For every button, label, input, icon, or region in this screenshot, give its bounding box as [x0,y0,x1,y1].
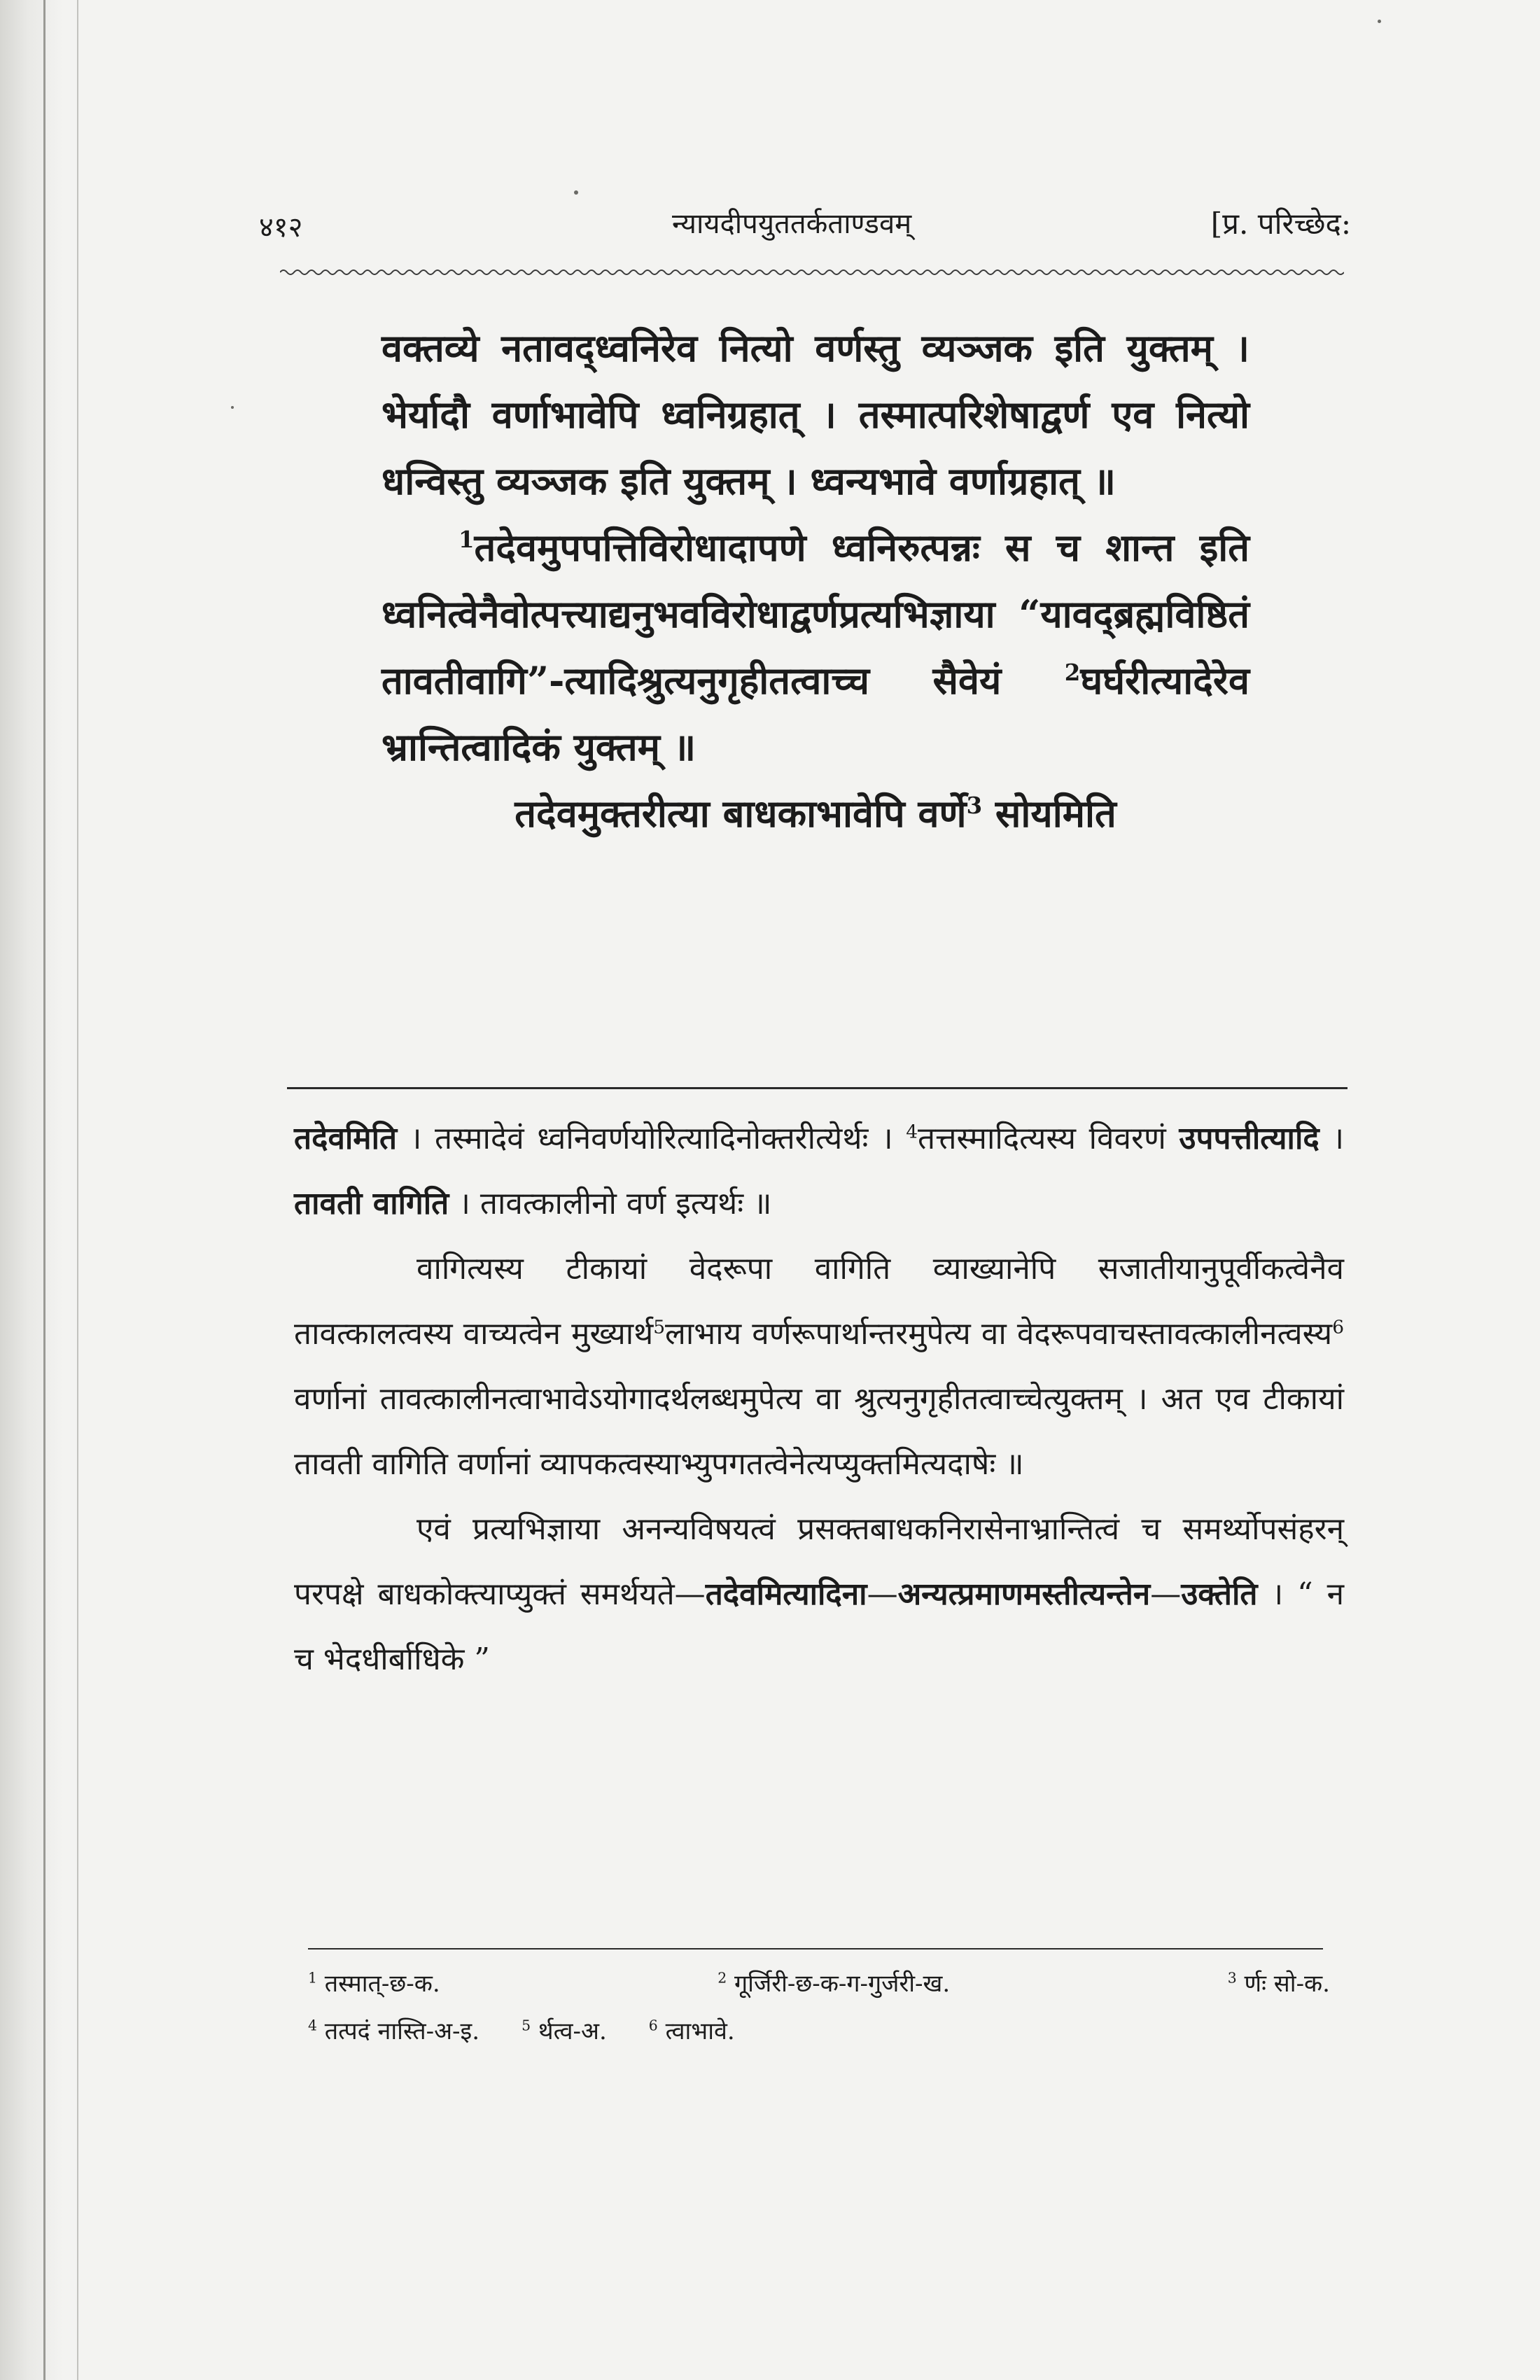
commentary-text: लाभाय वर्णरूपार्थान्तरमुपेत्य वा वेदरूपवाचस्तावत्कालीनत्वस्य [665,1316,1333,1352]
commentary-text: वागित्यस्य टीकायां वेदरूपा वागिति व्याख्यानेपि सजातीयानुपूर्वीकत्वेनैव तावत्कालत्वस्य वाच्यत्वेन मुख्यार्थ [294,1251,1344,1352]
footnotes-block [308,1960,1330,2055]
commentary-lemma: उक्तेति [1181,1576,1258,1612]
footnote-number: 1 [308,1969,317,1987]
main-paragraph-3 [382,780,1250,847]
footnote-marker: 2 [1064,659,1081,686]
main-paragraph-3-text-b: सोयमिति [982,791,1116,836]
print-speck [1378,20,1381,23]
footnote-number: 2 [718,1969,727,1987]
section-label: [प्र. परिच्छेद: [1210,206,1351,241]
footnote-marker: 4 [906,1121,918,1143]
running-title: न्यायदीपयुततर्कताण्डवम् [672,208,912,240]
commentary-lemma: उपपत्तीत्यादि [1179,1121,1320,1156]
commentary-paragraph-3 [294,1497,1344,1692]
footnote-marker: 1 [458,526,475,553]
commentary-block [294,1106,1344,1692]
commentary-text: । [1319,1121,1345,1156]
footnote-marker: 3 [966,792,983,819]
scan-edge-line [43,0,46,2380]
footnote-text: त्वाभावे. [657,2017,735,2045]
main-paragraph-2 [382,514,1250,780]
main-paragraph-1: वक्तव्ये नतावद्ध्वनिरेव नित्यो वर्णस्तु व्यञ्जक इति युक्तम् । भेर्यादौ वर्णाभावेपि ध्वनिग्रहात् । तस्मात्परिशेषाद्वर्ण एव नित्यो धन्विस्तु व्यञ्जक इति युक्तम् । ध्वन्यभावे वर्णाग्रहात् ॥ [382,326,1250,503]
commentary-text: । तावत्कालीनो वर्ण इत्यर्थः ॥ [449,1186,772,1222]
commentary-paragraph-1 [294,1106,1344,1236]
commentary-lemma: तदेवमिति [294,1121,398,1156]
page-number: ४१२ [259,211,303,244]
print-speck [231,406,234,409]
footnote-text: गूर्जिरी-छ-क-ग-गुर्जरी-ख. [727,1970,951,1998]
footnote-number: 4 [308,2017,317,2034]
page-header [259,200,1351,255]
footnote-marker: 5 [653,1316,666,1338]
footnote-2 [718,1960,950,2008]
scan-gutter [0,0,63,2380]
footnote-row-2 [308,2008,1330,2055]
footnote-divider [308,1948,1323,1949]
main-paragraph-2-text-b: घर्घरीत्यादेरेव भ्रान्तित्वादिकं युक्तम् ॥ [382,658,1250,769]
main-paragraph-3-text-a: तदेवमुक्तरीत्या बाधकाभावेपि वर्णे [514,791,967,836]
commentary-text: एवं प्रत्यभिज्ञाया अनन्यविषयत्वं प्रसक्तबाधकनिरासेनाभ्रान्तित्वं च समर्थ्योपसंहरन् परपक्षे बाधकोक्त्याप्युक्तं समर्थयते— [294,1511,1344,1612]
commentary-lemma: तावती वागिति [294,1186,449,1222]
footnote-6 [649,2008,735,2055]
commentary-paragraph-2 [294,1236,1344,1497]
footnote-1 [308,1960,440,2008]
commentary-text: वर्णानां तावत्कालीनत्वाभावेऽयोगादर्थलब्धमुपेत्य वा श्रुत्यनुगृहीतत्वाच्चेत्युक्तम् । अत एव टीकायां तावती वागिति वर्णानां व्यापकत्वस्याभ्युपगतत्वेनेत्यप्युक्तमित्यदाषेः ॥ [294,1381,1344,1482]
footnote-4 [308,2008,479,2055]
commentary-lemma: अन्यत्प्रमाणमस्तीत्यन्तेन [897,1576,1151,1612]
commentary-text: तत्तस्मादित्यस्य विवरणं [918,1121,1180,1156]
footnote-marker: 6 [1332,1316,1344,1338]
footnote-text: र्थत्व-अ. [531,2017,607,2045]
scan-edge-line-inner [77,0,78,2380]
footnote-text: तस्मात्-छ-क. [316,1970,440,1998]
footnote-row-1 [308,1960,1330,2008]
main-text-block [382,315,1250,847]
footnote-5 [522,2008,607,2055]
commentary-text: । “ न च भेदधीर्बाधिके ” [294,1576,1344,1677]
footnote-number: 6 [648,2017,658,2034]
footnote-text: तत्पदं नास्ति-अ-इ. [316,2017,480,2045]
commentary-lemma: तदेवमित्यादिना [705,1576,867,1612]
commentary-text: — [1150,1576,1182,1612]
footnote-number: 3 [1227,1969,1237,1987]
commentary-divider [287,1087,1348,1089]
commentary-text: । तस्मादेवं ध्वनिवर्णयोरित्यादिनोक्तरीत्येर्थः । [397,1121,906,1156]
main-paragraph-2-text-a: तदेवमुपपत्तिविरोधादापणे ध्वनिरुत्पन्नः स च शान्त इति ध्वनित्वेनैवोत्पत्त्याद्यनुभवविरोधाद्वर्णप्रत्यभिज्ञाया “यावद्ब्रह्मविष्ठितं तावतीवागि”-त्यादिश्रुत्यनुगृहीतत्वाच्च सैवेयं [382,525,1250,703]
header-wavy-rule [280,266,1344,279]
footnote-text: र्णः सो-क. [1236,1970,1330,1998]
footnote-number: 5 [522,2017,531,2034]
commentary-text: — [867,1576,898,1612]
print-speck [574,190,578,195]
footnote-3 [1228,1960,1330,2008]
